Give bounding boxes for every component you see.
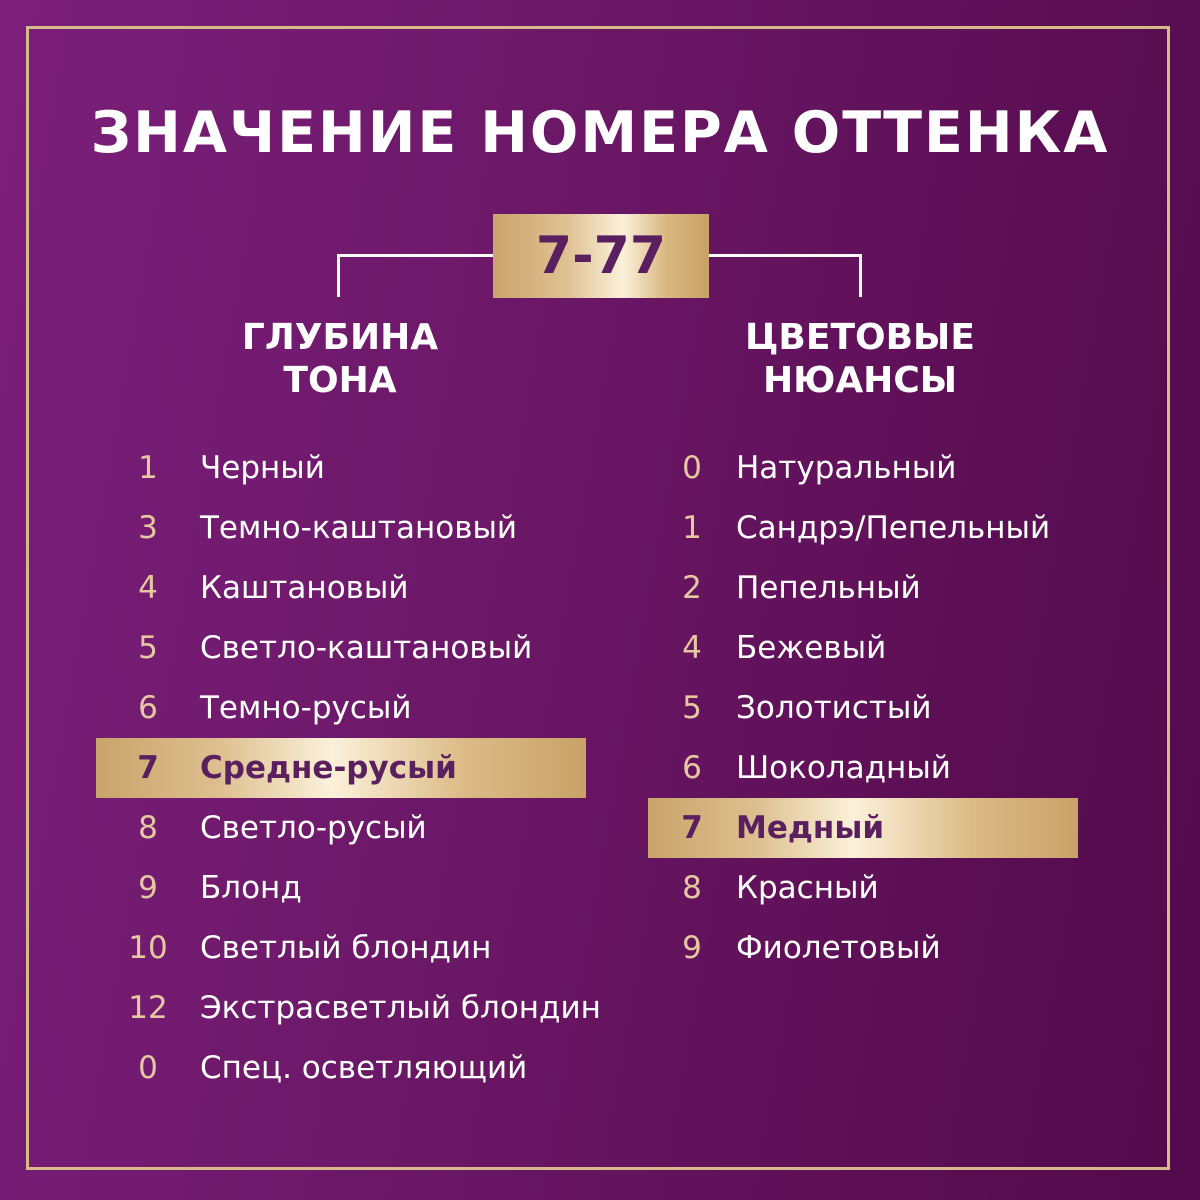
nuance-number: 9 [682, 930, 702, 966]
nuance-label: Пепельный [736, 570, 921, 606]
nuance-item-selected [648, 798, 1078, 858]
nuance-label: Бежевый [736, 630, 887, 666]
depth-list [96, 438, 601, 1098]
depth-number: 3 [138, 510, 158, 546]
depth-label: Экстрасветлый блондин [200, 990, 601, 1026]
bracket-right [709, 254, 862, 297]
depth-number: 7 [137, 750, 159, 786]
nuance-number: 7 [681, 810, 703, 846]
nuance-heading-line-2: НЮАНСЫ [762, 360, 958, 401]
depth-label: Светлый блондин [200, 930, 492, 966]
page-title: ЗНАЧЕНИЕ НОМЕРА ОТТЕНКА [90, 100, 1110, 166]
depth-label: Темно-русый [200, 690, 412, 726]
nuance-number: 0 [682, 450, 702, 486]
depth-number: 10 [128, 930, 168, 966]
nuance-item [648, 438, 1078, 498]
nuance-item [648, 738, 1078, 798]
nuance-heading [710, 316, 1010, 402]
nuance-number: 2 [682, 570, 702, 606]
depth-item [96, 1038, 586, 1098]
depth-item [96, 678, 586, 738]
nuance-item [648, 678, 1078, 738]
depth-item [96, 558, 586, 618]
nuance-number: 4 [682, 630, 702, 666]
depth-label: Блонд [200, 870, 302, 906]
depth-label: Темно-каштановый [200, 510, 518, 546]
depth-number: 4 [138, 570, 158, 606]
depth-number: 8 [138, 810, 158, 846]
depth-number: 0 [138, 1050, 158, 1086]
nuance-label: Золотистый [736, 690, 932, 726]
depth-label: Спец. осветляющий [200, 1050, 528, 1086]
shade-code-badge: 7-77 [493, 214, 709, 298]
nuance-item [648, 498, 1078, 558]
nuance-item [648, 918, 1078, 978]
depth-number: 9 [138, 870, 158, 906]
depth-item [96, 978, 601, 1038]
depth-label: Светло-русый [200, 810, 427, 846]
depth-label: Средне-русый [200, 750, 457, 786]
depth-item [96, 498, 586, 558]
nuance-label: Фиолетовый [736, 930, 941, 966]
nuance-number: 1 [682, 510, 702, 546]
depth-heading [190, 316, 490, 402]
depth-number: 6 [138, 690, 158, 726]
depth-item [96, 858, 586, 918]
depth-item-selected [96, 738, 586, 798]
depth-item [96, 438, 586, 498]
depth-item [96, 798, 586, 858]
nuance-number: 8 [682, 870, 702, 906]
nuance-heading-line-1: ЦВЕТОВЫЕ [745, 317, 975, 358]
nuance-list [648, 438, 1078, 978]
nuance-label: Сандрэ/Пепельный [736, 510, 1051, 546]
depth-label: Каштановый [200, 570, 409, 606]
depth-number: 12 [128, 990, 168, 1026]
nuance-label: Натуральный [736, 450, 957, 486]
depth-heading-line-1: ГЛУБИНА [241, 317, 439, 358]
nuance-number: 5 [682, 690, 702, 726]
depth-heading-line-2: ТОНА [283, 360, 397, 401]
nuance-label: Красный [736, 870, 879, 906]
depth-number: 1 [138, 450, 158, 486]
nuance-item [648, 618, 1078, 678]
nuance-label: Медный [736, 810, 885, 846]
depth-number: 5 [138, 630, 158, 666]
nuance-number: 6 [682, 750, 702, 786]
bracket-left [337, 254, 496, 297]
nuance-label: Шоколадный [736, 750, 951, 786]
depth-label: Светло-каштановый [200, 630, 533, 666]
depth-label: Черный [200, 450, 325, 486]
depth-item [96, 918, 586, 978]
nuance-item [648, 858, 1078, 918]
nuance-item [648, 558, 1078, 618]
depth-item [96, 618, 586, 678]
